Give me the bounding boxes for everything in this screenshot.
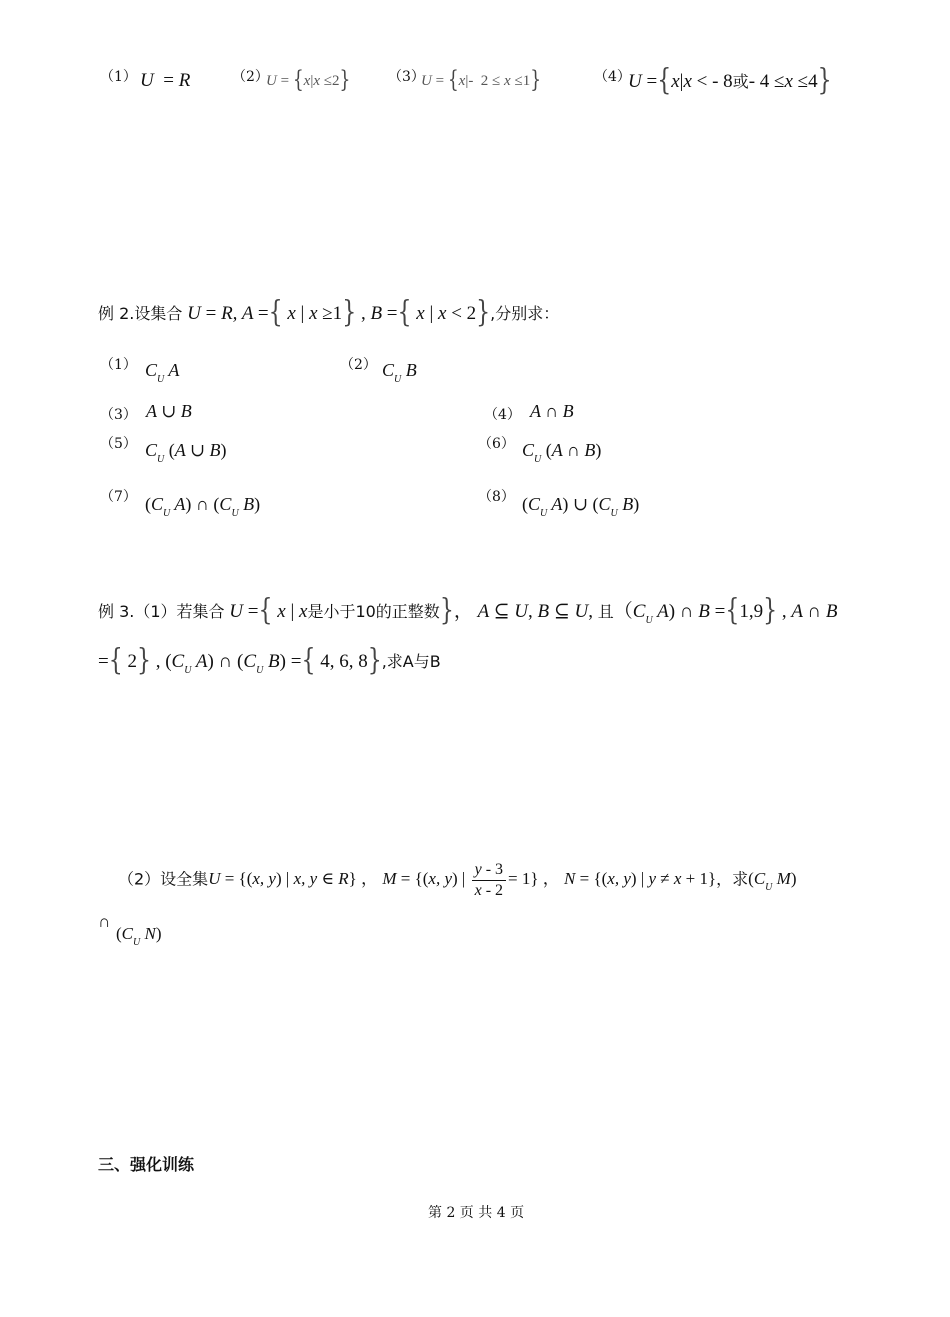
ex2-statement xyxy=(98,295,560,330)
ex2-part-3-formula: A ∪ B xyxy=(146,401,192,421)
ex1-formula-4: U ={x|x < - 8或- 4 ≤x ≤4} xyxy=(628,63,832,98)
ex1-formula-2: U = {x|x ≤2} xyxy=(266,66,351,94)
ex2-part-7-formula: ($C_U$ A) ∩ ($C_U$ B) xyxy=(145,494,261,519)
ex2-part-8-label: （8） xyxy=(478,489,515,505)
ex3-title: 例 3.（1）若集合 xyxy=(98,602,225,621)
ex1-item-3 xyxy=(388,66,425,86)
ex2-part-6-label: （6） xyxy=(478,436,515,452)
ex3-ask2: ，求 xyxy=(716,869,749,889)
ex1-formula-3: U = {x|- 2 ≤ x ≤1} xyxy=(421,66,542,94)
ex3-statement-line2 xyxy=(98,643,441,678)
ex3-part2-line2: ∩ xyxy=(98,912,111,931)
ex1-label-4: （4） xyxy=(594,69,631,85)
ex2-tail: ,分别求： xyxy=(490,304,560,323)
ex1-item-1 xyxy=(100,66,137,86)
page-footer: 第 2 页 共 4 页 xyxy=(428,1205,525,1221)
ex3-and-word: 且 xyxy=(597,602,614,621)
ex3-formula-u: U ={ x | x xyxy=(224,593,308,628)
ex3-part2-label: （2）设全集 xyxy=(118,869,209,889)
ex3-statement-line1: 例 3.（1）若集合 U ={ x | x是小于10的正整数}， A ⊆ U, B ⊆ U, 且（$C_U$ A) ∩ B ={1,9} , A ∩ B xyxy=(98,593,838,628)
ex3-formula-line2: ={ 2} , ($C_U$ A) ∩ ($C_U$ B) ={ 4, 6, 8} xyxy=(98,643,382,678)
ex2-part-1-label: （1） xyxy=(100,357,137,373)
ex2-part-5-formula: $C_U$ (A ∪ B) xyxy=(145,440,227,465)
ex2-part-2-label: （2） xyxy=(340,357,377,373)
ex2-part-2-formula: $C_U$ B xyxy=(382,360,417,385)
ex2-part-5-label: （5） xyxy=(100,436,137,452)
ex3-ask: ,求A与B xyxy=(381,652,441,671)
ex3-part2-line1: （2）设全集U = {(x, y) | x, y ∈ R} ， M = {(x, y) | $\frac{y - 3}{x - 2}$ = 1} ， N = {(x, y) | y ≠ x + 1}，求($C_U$ M) xyxy=(118,861,797,899)
section-heading: 三、强化训练 xyxy=(98,1155,195,1174)
ex1-item-4 xyxy=(594,66,631,86)
ex2-part-6-formula: $C_U$ (A ∩ B) xyxy=(522,440,602,465)
ex2-part-1-formula: $C_U$ A xyxy=(145,360,180,385)
ex2-part-4-label: （4） xyxy=(484,407,521,423)
ex2-part-4-formula: A ∩ B xyxy=(530,401,574,421)
ex3-formula-cond: （$C_U$ A) ∩ B ={1,9} , A ∩ B xyxy=(613,593,838,628)
ex1-or-word: 或 xyxy=(732,72,749,91)
ex2-title: 例 2.设集合 xyxy=(98,304,183,323)
ex2-part-3-label: （3） xyxy=(100,407,137,423)
ex2-part-8-formula: ($C_U$ A) ∪ ($C_U$ B) xyxy=(522,494,640,519)
ex2-part-7-label: （7） xyxy=(100,489,137,505)
ex3-part2-formula: U = {(x, y) | x, y ∈ R} ， M = {(x, y) | $\frac{y - 3}{x - 2}$ = 1} ， N = {(x, y) | y ≠ x + 1} xyxy=(208,861,717,899)
ex1-label-2: （2） xyxy=(232,69,269,85)
ex1-label-1: （1） xyxy=(100,69,137,85)
ex3-set-desc: 是小于10的正整数 xyxy=(307,602,440,621)
ex1-item-2 xyxy=(232,66,269,86)
ex2-formula: U = R, A ={ x | x ≥1} , B ={ x | x < 2} xyxy=(182,295,491,330)
ex3-part2-line2b: ($C_U$ N) xyxy=(116,924,162,948)
ex1-label-3: （3） xyxy=(388,69,425,85)
ex1-formula-1: U = R xyxy=(140,70,191,91)
